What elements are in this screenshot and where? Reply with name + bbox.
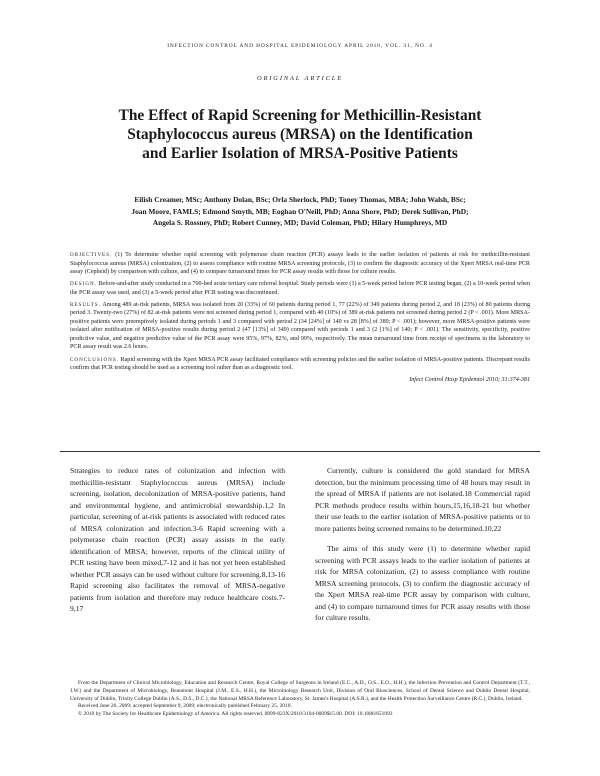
author-line: Angela S. Rossney, PhD; Robert Cunney, MD; David Coleman, PhD; Hilary Humphreys, MD xyxy=(152,218,448,227)
aims-paragraph: The aims of this study were (1) to determine whether rapid screening with PCR assays leads to the earlier isolation of patients at risk for MRSA colonization, (2) to assess compliance with routine MRSA screening protocols, (3) to confirm the diagnostic accuracy of the Xpert MRSA real-time PCR assay by comparison with culture, and (4) to compare turnaround times for PCR assay results with those for culture results. xyxy=(315,544,530,622)
title-line: and Earlier Isolation of MRSA-Positive Patients xyxy=(142,145,458,162)
affiliations-note: From the Department of Clinical Microbiology, Education and Research Centre, Royal College of Surgeons in Ireland (E.C., A.D., O.S., E.O., H.H.), the Infection Prevention and Control Department (T.T., J.W.) and the Department of Microbiology, Beaumont Hospital (J.M., E.S., H.H.), the Microbiology Research Unit, Division of Oral Biosciences, School of Dental Science and Dublin Dental Hospital, University of Dublin, Trinity College Dublin (A.S., D.S., D.C.), the National MRSA Reference Laboratory, St. James's Hospital (A.S.R.), and the Health Protection Surveillance Centre (R.C.), Dublin, Ireland. xyxy=(70,680,530,702)
journal-citation: Infect Control Hosp Epidemiol 2010; 31:374-381 xyxy=(409,377,530,384)
abstract xyxy=(70,251,530,388)
title-line: Staphylococcus aureus (MRSA) on the Identification xyxy=(127,126,473,143)
abstract-conclusions xyxy=(70,356,530,373)
abstract-design xyxy=(70,280,530,297)
design-label: DESIGN. xyxy=(70,281,97,288)
objectives-label: OBJECTIVES. xyxy=(70,252,113,258)
results-text: Among 489 at-risk patients, MRSA was isolated from 20 (33%) of 60 patients during period 1, 77 (22%) of 349 patients during period 2, and 18 (23%) of 80 patients during period 3. Twenty-two (27%) of 82 at-risk patients were not screened during period 1, compared with 40 (10%) of 389 at-risk patients not screened during period 2 (P < .001). More MRSA-positive patients were preemptively isolated during periods 1 and 3 compared with period 2 (34 [24%] of 140 vs 28 [8%] of 389; P < .001); however, more MRSA-positive patients were isolated after notification of MRSA-positive results during period 2 (47 [13%] of 349) compared with periods 1 and 3 (2 [1%] of 140; P < .001). The sensitivity, specificity, positive predictive value, and negative predictive value of the PCR assay were 95%, 97%, 82%, and 99%, respectively. The mean turnaround time from receipt of specimens in the laboratory to PCR assay result was 2.6 hours. xyxy=(70,301,531,351)
section-divider xyxy=(60,451,540,452)
footnotes xyxy=(70,680,530,719)
intro-paragraph: Strategies to reduce rates of colonization and infection with methicillin-resistant Staphylococcus aureus (MRSA) include screening, isolation, decolonization of MRSA-positive patients, hand and environmental hygiene, and antimicrobial stewardship.1,2 In particular, screening of at-risk patients is associated with reduced rates of MRSA colonization and infection.3-6 Rapid screening with a polymerase chain reaction (PCR) assay assists in the early identification of MRSA; however, reports of the clinical utility of PCR testing have been mixed,7-12 and it has not yet been established whether PCR assays can be used without culture for screening.8,13-16 Rapid screening also facilitates the removal of MRSA-negative patients from isolation and therefore may reduce healthcare costs.7-9,17 xyxy=(70,466,285,613)
design-text: Before-and-after study conducted in a 700-bed acute tertiary care referral hospital. Study periods were (1) a 5-week period before PCR testing began, (2) a 10-week period when the PCR assay was used, and (3) a 5-week period after PCR testing was discontinued. xyxy=(70,281,530,296)
author-line: Eilish Creamer, MSc; Anthony Dolan, BSc; Orla Sherlock, PhD; Toney Thomas, MBA; John Walsh, BSc; xyxy=(134,195,466,204)
objectives-text: (1) To determine whether rapid screening with polymerase chain reaction (PCR) assays leads to the earlier isolation of patients at risk for methicillin-resistant Staphylococcus aureus (MRSA) colonization, (2) to assess compliance with routine MRSA screening protocols, (3) to confirm the diagnostic accuracy of the Xpert MRSA real-time PCR assay (Cepheid) by comparison with culture, and (4) to compare turnaround times for PCR assay results with those for culture results. xyxy=(70,252,530,276)
results-label: RESULTS. xyxy=(70,301,101,308)
copyright-note: © 2010 by The Society for Healthcare Epidemiology of America. All rights reserved. 0899-823X/2010/3104-0009$15.00. DOI: 10.1086/651093 xyxy=(78,711,393,718)
article-title xyxy=(60,106,540,163)
article-type: ORIGINAL ARTICLE xyxy=(256,75,344,82)
author-line: Joan Moore, FAMLS; Edmond Smyth, MB; Eoghan O'Neill, PhD; Anna Shore, PhD; Derek Sullivan, PhD; xyxy=(131,206,469,216)
author-list xyxy=(60,194,540,229)
journal-header: INFECTION CONTROL AND HOSPITAL EPIDEMIOLOGY APRIL 2010, VOL. 31, NO. 4 xyxy=(167,43,433,49)
body-column-right xyxy=(315,465,530,633)
body-column-left xyxy=(70,465,285,624)
abstract-results xyxy=(70,301,530,352)
conclusions-label: CONCLUSIONS. xyxy=(70,356,119,363)
title-line: The Effect of Rapid Screening for Methicillin-Resistant xyxy=(118,107,482,124)
conclusions-text: Rapid screening with the Xpert MRSA PCR assay facilitated compliance with screening policies and the earlier isolation of MRSA-positive patients. Discrepant results confirm that PCR testing should be used as a screening tool rather than as a diagnostic tool. xyxy=(70,356,531,372)
abstract-objectives xyxy=(70,251,530,277)
intro-paragraph: Currently, culture is considered the gold standard for MRSA detection, but the minimum processing time of 48 hours may result in the spread of MRSA if patients are not isolated.18 Commercial rapid PCR methods produce results within hours,15,16,18-21 but whether their use leads to the earlier isolation of MRSA-positive patients or to more patients being screened remains to be determined.10,22 xyxy=(315,466,530,533)
received-note: Received June 26, 2009; accepted September 9, 2009; electronically published February 25, 2010. xyxy=(78,703,292,710)
